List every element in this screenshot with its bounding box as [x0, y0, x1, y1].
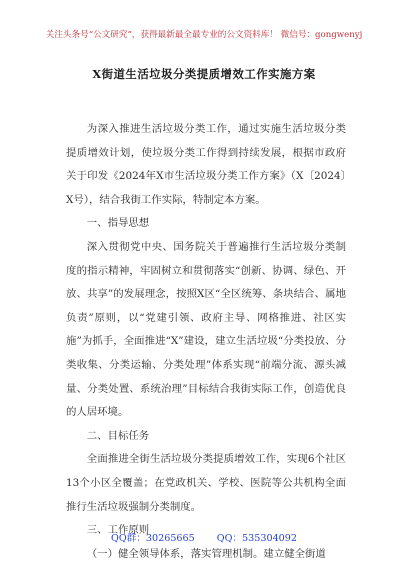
- section-heading-goals: 二、目标任务: [86, 429, 150, 442]
- section-heading-guiding-ideology: 一、指导思想: [86, 217, 150, 230]
- intro-paragraph: 为深入推进生活垃圾分类工作，通过实施生活垃圾分类提质增效计划，使垃圾分类工作得到持续发展，根据市政府关于印发《2024年X市生活垃圾分类工作方案》（X〔2024〕X号），结合我街工作实际，特制定本方案。: [66, 123, 346, 206]
- qq-number: QQ：535304092: [216, 533, 297, 544]
- section-heading-principles: 三、工作原则: [86, 524, 150, 537]
- goals-paragraph: 全面推进全街生活垃圾分类提质增效工作，实现6个社区13个小区全覆盖；在党政机关、学校、医院等公共机构全面推行生活垃圾强制分类制度。: [66, 453, 346, 513]
- qq-group-number: QQ群：30265665: [110, 533, 195, 544]
- footer-contact: [0, 530, 408, 544]
- header-banner: 关注头条号“公文研究”，获得最新最全最专业的公文资料库！ 微信号：gongwenyj: [45, 30, 363, 40]
- principles-item-1: （一）健全领导体系，落实管理机制。建立健全街道: [86, 547, 326, 560]
- document-body: [66, 118, 346, 566]
- document-title: X街道生活垃圾分类提质增效工作实施方案: [92, 67, 316, 81]
- guiding-ideology-paragraph: 深入贯彻党中央、国务院关于普遍推行生活垃圾分类制度的指示精神，牢固树立和贯彻落实“创新、协调、绿色、开放、共享”的发展理念，按照X区“全区统筹、条块结合、属地负责”原则，以“党建引领、政府主导、网格推进、社区实施”为抓手，全面推进“X”建设，建立生活垃圾“分类投放、分类收集、分类运输、分类处理”体系实现“前端分流、源头减量、分类处置、系统治理”目标结合我街实际工作，创造优良的人居环境。: [66, 240, 346, 419]
